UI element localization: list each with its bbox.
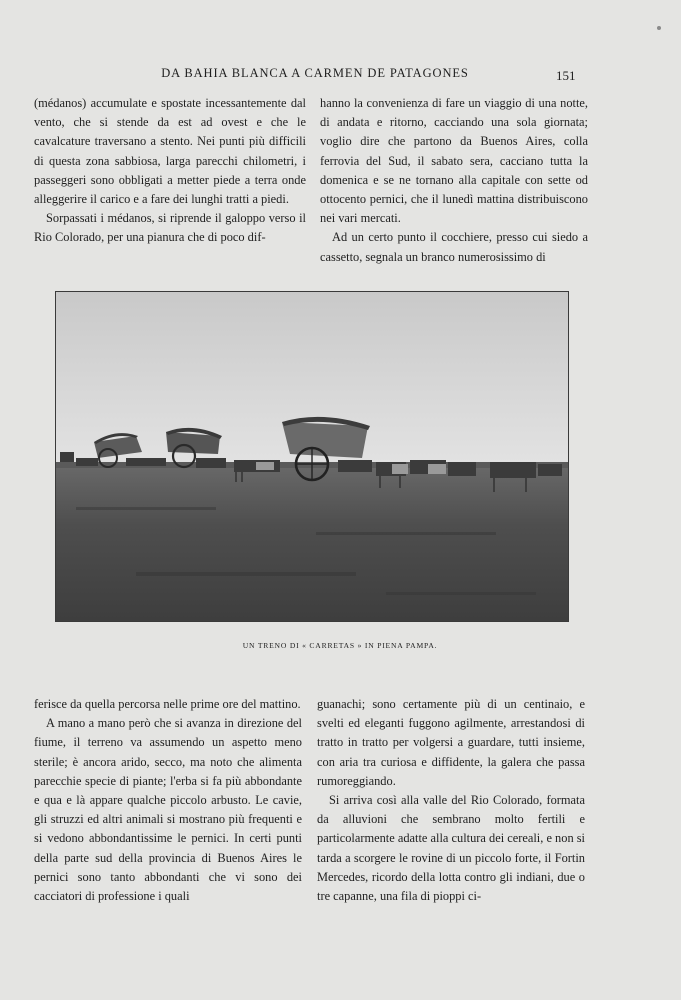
running-title: DA BAHIA BLANCA A CARMEN DE PATAGONES	[161, 66, 469, 80]
pampa-carretas-photo	[55, 291, 569, 622]
text-column-bottom-left	[34, 695, 302, 906]
paragraph: A mano a mano però che si avanza in direzione del fiume, il terreno va assumendo un aspetto meno sterile; è ancora arido, secco, ma noto che alimenta parecchie specie di piante; l'erba si fa più abbondante e qua e là appare qualche piccolo arbusto. Le cavie, gli struzzi ed altri animali si mostrano più frequenti e si vedono abbondantissime le pernici. In certi punti della parte sud della provincia di Buenos Aires le pernici sono tanto abbondanti che vi sono dei cacciatori di professione i quali	[34, 716, 302, 904]
paragraph: Si arriva così alla valle del Rio Colorado, formata da alluvioni che sembrano molto fertili e particolarmente adatte alla cultura dei cereali, e non si tarda a scorgere le rovine di un piccolo forte, il Fortin Mercedes, ricordo della lotta contro gli indiani, due o tre capanne, una fila di pioppi ci-	[317, 793, 585, 904]
paragraph: hanno la convenienza di fare un viaggio di una notte, di andata e ritorno, cacciando una sola giornata; voglio dire che partono da Buenos Aires, colla ferrovia del Sud, il sabato sera, cacciano tutta la domenica e se ne tornano alla capitale con sette od ottocento pernici, che il lunedì mattina distribuiscono nei vari mercati.	[320, 96, 588, 226]
paragraph: (médanos) accumulate e spostate incessantemente dal vento, che si stende da est ad ovest e che le cavalcature traversano a stento. Nei punti più difficili di questa zona sabbiosa, larga parecchi chilometri, i passeggeri sono obbligati a metter piede a terra onde alleggerire il carico e a fare dei lunghi tratti a piedi.	[34, 96, 306, 207]
text-column-top-left	[34, 94, 306, 248]
paper-speck	[657, 26, 661, 30]
paragraph: Sorpassati i médanos, si riprende il galoppo verso il Rio Colorado, per una pianura che di poco dif-	[34, 211, 306, 245]
figure-caption: UN TRENO DI « CARRETAS » IN PIENA PAMPA.	[242, 641, 438, 650]
page-number: 151	[556, 68, 576, 83]
text-column-bottom-right	[317, 695, 585, 906]
paragraph: Ad un certo punto il cocchiere, presso cui siedo a cassetto, segnala un branco numerosissimo di	[320, 230, 588, 264]
paragraph: ferisce da quella percorsa nelle prime ore del mattino.	[34, 697, 301, 711]
paragraph: guanachi; sono certamente più di un centinaio, e svelti ed eleganti fuggono agilmente, arrestandosi di tratto in tratto per volgersi a guardare, tutti insieme, con aria tra curiosa e diffidente, la galera che passa rumoreggiando.	[317, 697, 585, 788]
text-column-top-right	[320, 94, 588, 267]
